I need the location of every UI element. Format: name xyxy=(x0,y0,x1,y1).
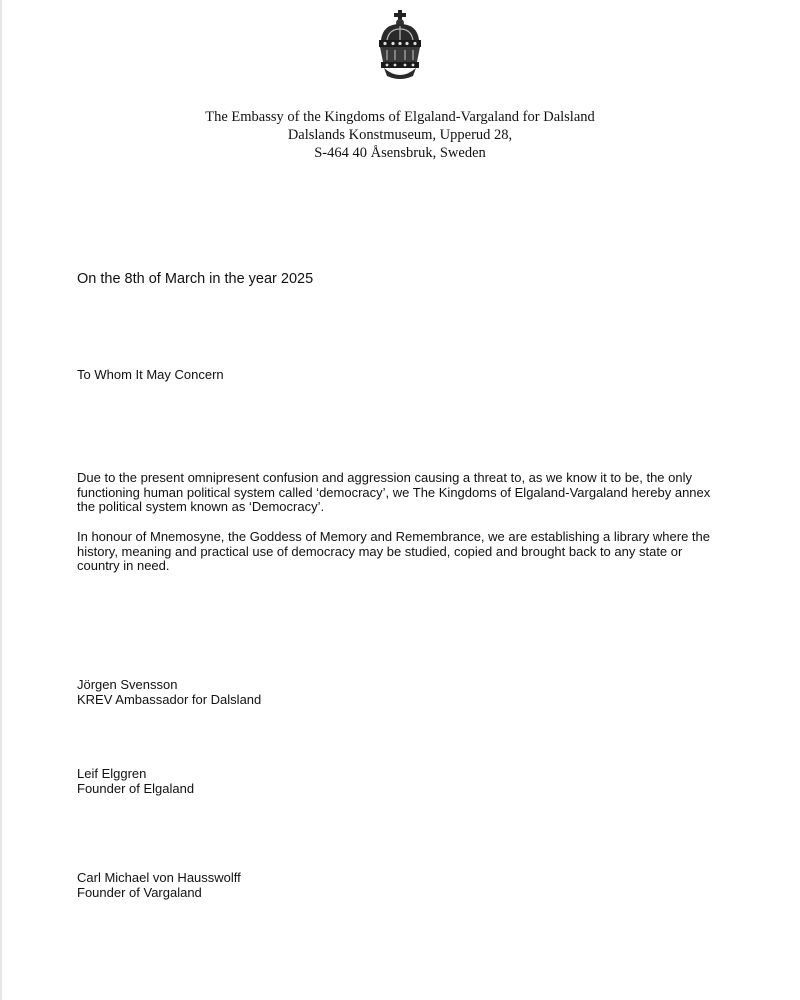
body-paragraph: Due to the present omnipresent confusion and aggression causing a threat to, as we know it to be, the only functioning human political system called ‘democracy’, we The Kingdoms of Elgaland-Vargaland hereby annex the political system known as ‘Democracy’. xyxy=(77,470,711,514)
signature-block xyxy=(77,766,194,796)
signature-block xyxy=(77,677,261,707)
signatory-name: Jörgen Svensson xyxy=(77,677,178,692)
signatory-title: Founder of Elgaland xyxy=(77,781,195,796)
salutation: To Whom It May Concern xyxy=(77,367,224,382)
letterhead-embassy-name: The Embassy of the Kingdoms of Elgaland-Vargaland for Dalsland xyxy=(205,109,595,125)
signatory-title: Founder of Vargaland xyxy=(77,885,202,900)
letterhead xyxy=(0,108,800,162)
letter-date: On the 8th of March in the year 2025 xyxy=(77,271,314,287)
signature-block xyxy=(77,870,241,900)
body-paragraph: In honour of Mnemosyne, the Goddess of Memory and Remembrance, we are establishing a library where the history, meaning and practical use of democracy may be studied, copied and brought back to any state or country in need. xyxy=(77,529,710,573)
signatory-name: Leif Elggren xyxy=(77,766,147,781)
signatory-title: KREV Ambassador for Dalsland xyxy=(77,692,262,707)
crown-crest-icon xyxy=(375,10,425,82)
signatory-name: Carl Michael von Hausswolff xyxy=(77,870,241,885)
letterhead-street-address: Dalslands Konstmuseum, Upperud 28, xyxy=(287,127,513,143)
letterhead-postal-address: S-464 40 Åsensbruk, Sweden xyxy=(314,145,486,161)
